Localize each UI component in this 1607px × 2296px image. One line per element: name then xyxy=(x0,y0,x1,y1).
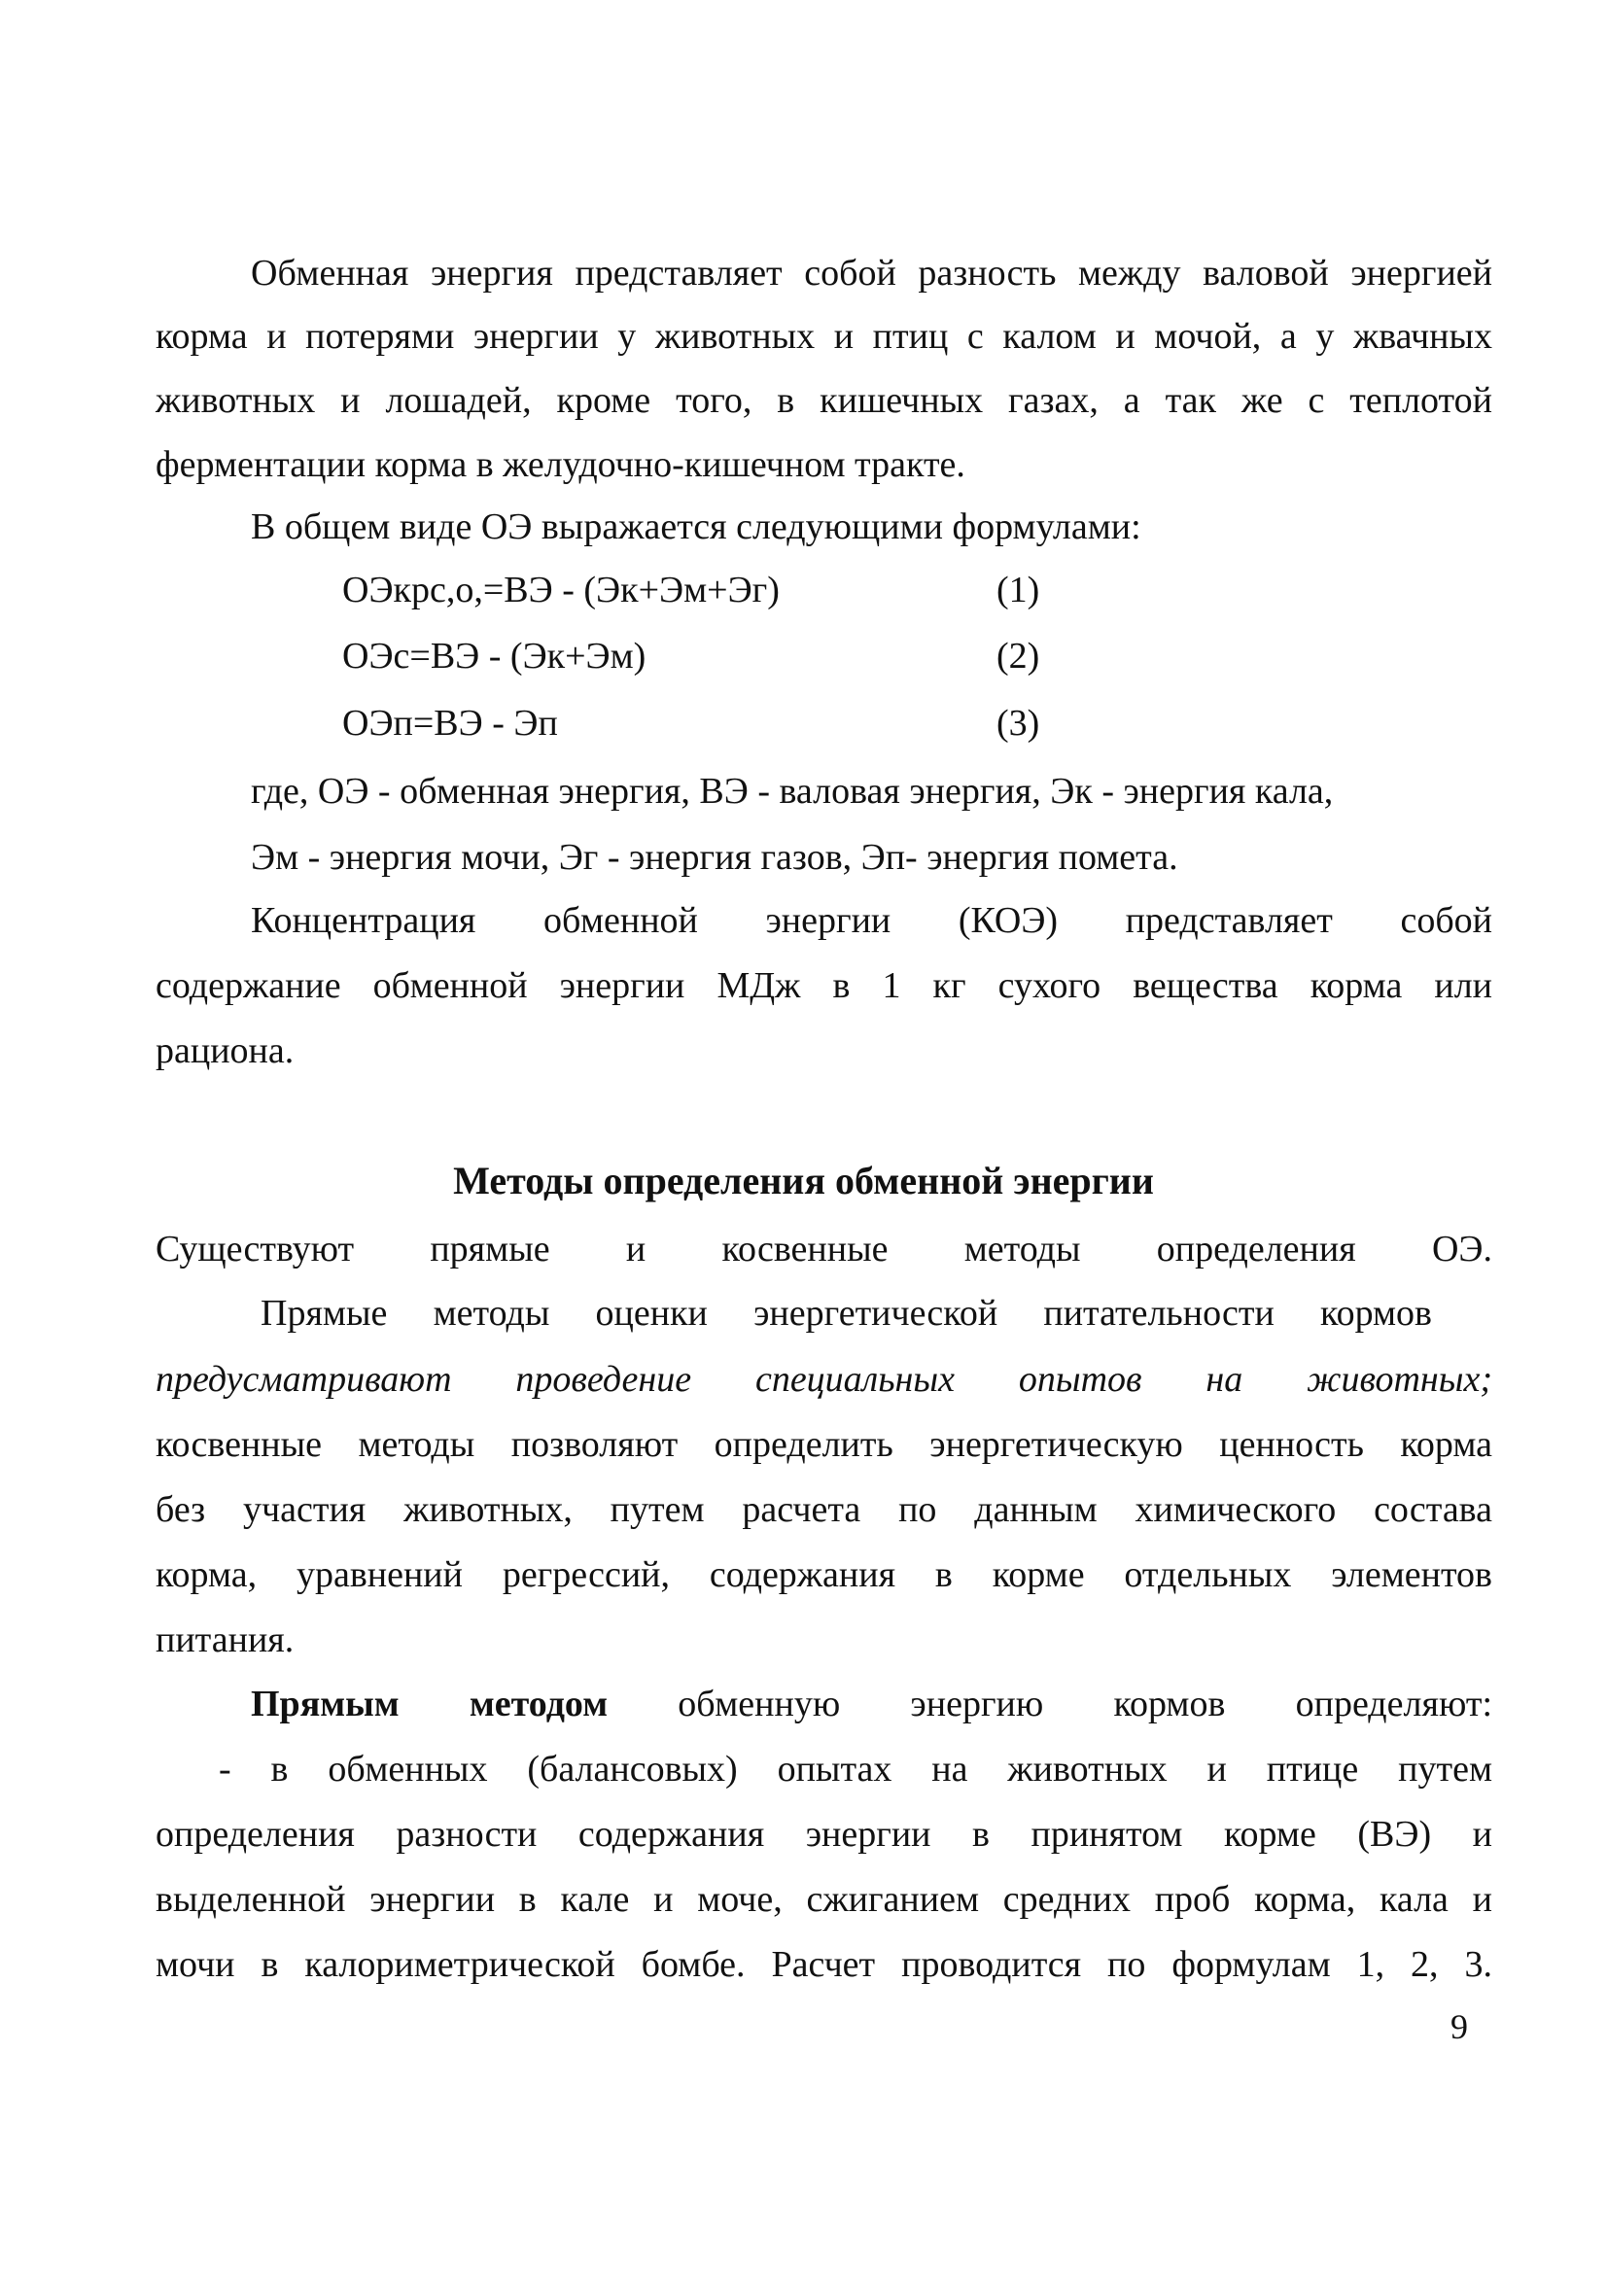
direct-line-3: определения разности содержания энергии в принятом корме (ВЭ) и xyxy=(156,1814,1492,1855)
definitions-line-1: где, ОЭ - обменная энергия, ВЭ - валовая энергия, Эк - энергия кала, xyxy=(251,771,1334,812)
koe-line-3: рациона. xyxy=(156,1030,295,1071)
paragraph-1-line-4: ферментации корма в желудочно-кишечном тракте. xyxy=(156,444,965,485)
methods-line-3: предусматривают проведение специальных опытов на животных; xyxy=(156,1359,1492,1400)
methods-line-6: корма, уравнений регрессий, содержания в корме отдельных элементов xyxy=(156,1554,1492,1595)
methods-line-4: косвенные методы позволяют определить энергетическую ценность корма xyxy=(156,1424,1492,1465)
definitions-line-2: Эм - энергия мочи, Эг - энергия газов, Эп- энергия помета. xyxy=(251,837,1178,878)
formula-2-number: (2) xyxy=(996,636,1040,677)
methods-line-2: Прямые методы оценки энергетической питательности кормов xyxy=(261,1293,1432,1334)
direct-line-5: мочи в калориметрической бомбе. Расчет проводится по формулам 1, 2, 3. xyxy=(156,1944,1492,1985)
direct-line-2: - в обменных (балансовых) опытах на животных и птице путем xyxy=(219,1749,1492,1790)
paragraph-1-line-2: корма и потерями энергии у животных и птиц с калом и мочой, а у жвачных xyxy=(156,316,1492,357)
methods-line-5: без участия животных, путем расчета по данным химического состава xyxy=(156,1489,1492,1530)
paragraph-1-line-1: Обменная энергия представляет собой разность между валовой энергией xyxy=(251,253,1492,294)
formula-2: ОЭс=ВЭ - (Эк+Эм) xyxy=(342,636,646,677)
direct-line-4: выделенной энергии в кале и моче, сжиганием средних проб корма, кала и xyxy=(156,1879,1492,1920)
methods-line-1: Существуют прямые и косвенные методы определения ОЭ. xyxy=(156,1229,1492,1270)
formula-1-number: (1) xyxy=(996,570,1040,610)
methods-line-7: питания. xyxy=(156,1619,295,1660)
formula-3-number: (3) xyxy=(996,703,1040,744)
paragraph-1-line-3: животных и лошадей, кроме того, в кишечных газах, а так же с теплотой xyxy=(156,380,1492,421)
direct-line-1 xyxy=(251,1682,1492,1726)
formula-3: ОЭп=ВЭ - Эп xyxy=(342,703,558,744)
direct-bold-lead: Прямым методом xyxy=(251,1684,609,1724)
formula-intro: В общем виде ОЭ выражается следующими формулами: xyxy=(251,506,1141,547)
formula-1: ОЭкрс,о,=ВЭ - (Эк+Эм+Эг) xyxy=(342,570,780,610)
koe-line-1: Концентрация обменной энергии (КОЭ) представляет собой xyxy=(251,900,1492,941)
page-number: 9 xyxy=(1450,2007,1468,2046)
section-heading: Методы определения обменной энергии xyxy=(453,1159,1154,1202)
direct-line-1-rest: обменную энергию кормов определяют: xyxy=(678,1684,1492,1724)
koe-line-2: содержание обменной энергии МДж в 1 кг сухого вещества корма или xyxy=(156,965,1492,1006)
